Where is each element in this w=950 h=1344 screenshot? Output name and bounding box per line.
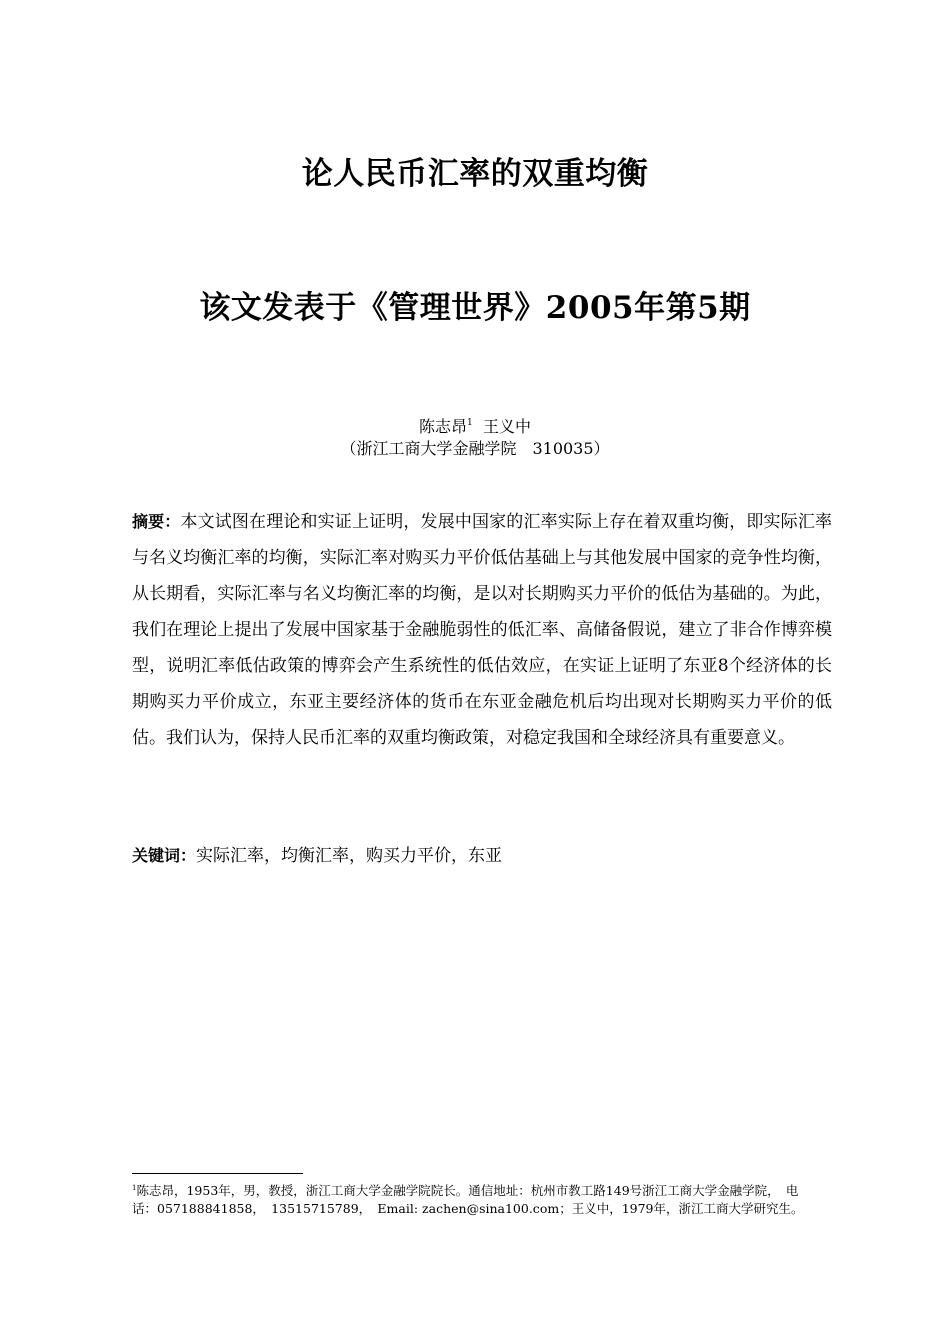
affiliation: （浙江工商大学金融学院 310035） — [340, 439, 610, 458]
footnote-marker: 1 — [467, 418, 473, 428]
footnote-divider — [132, 1173, 303, 1174]
abstract-text: 本文试图在理论和实证上证明，发展中国家的汇率实际上存在着双重均衡，即实际汇率与名义均衡汇率的均衡，实际汇率对购买力平价低估基础上与其他发展中国家的竞争性均衡，从长期看，实际汇率与名义均衡汇率的均衡，是以对长期购买力平价的低估为基础的。为此，我们在理论上提出了发展中国家基于金融脆弱性的低汇率、高储备假说，建立了非合作博弈模型，说明汇率低估政策的博弈会产生系统性的低估效应，在实证上证明了东亚8个经济体的长期购买力平价成立，东亚主要经济体的货币在东亚金融危机后均出现对长期购买力平价的低估。我们认为，保持人民币汇率的双重均衡政策，对稳定我国和全球经济具有重要意义。 — [132, 512, 832, 748]
keywords-text: 实际汇率，均衡汇率，购买力平价，东亚 — [196, 846, 503, 866]
author-name: 陈志昂 — [419, 417, 468, 436]
publication-note: 该文发表于《管理世界》2005年第5期 — [199, 290, 751, 326]
abstract-label: 摘要： — [132, 512, 181, 531]
keywords-label: 关键词： — [132, 846, 197, 865]
abstract — [132, 504, 832, 756]
author-line — [0, 412, 950, 438]
footnote — [132, 1179, 822, 1218]
footnote-text: 陈志昂，1953年，男，教授，浙江工商大学金融学院院长。通信地址：杭州市教工路149号浙江工商大学金融学院， 电话：057188841858， 13515715789， Email: zachen@sina100.com；王义中，1979年，浙江工商大学研究生。 — [132, 1183, 804, 1216]
footnote-marker: 1 — [132, 1184, 137, 1192]
author-name: 王义中 — [482, 417, 531, 436]
paper-title: 论人民币汇率的双重均衡 — [301, 156, 649, 192]
keywords — [132, 838, 832, 874]
